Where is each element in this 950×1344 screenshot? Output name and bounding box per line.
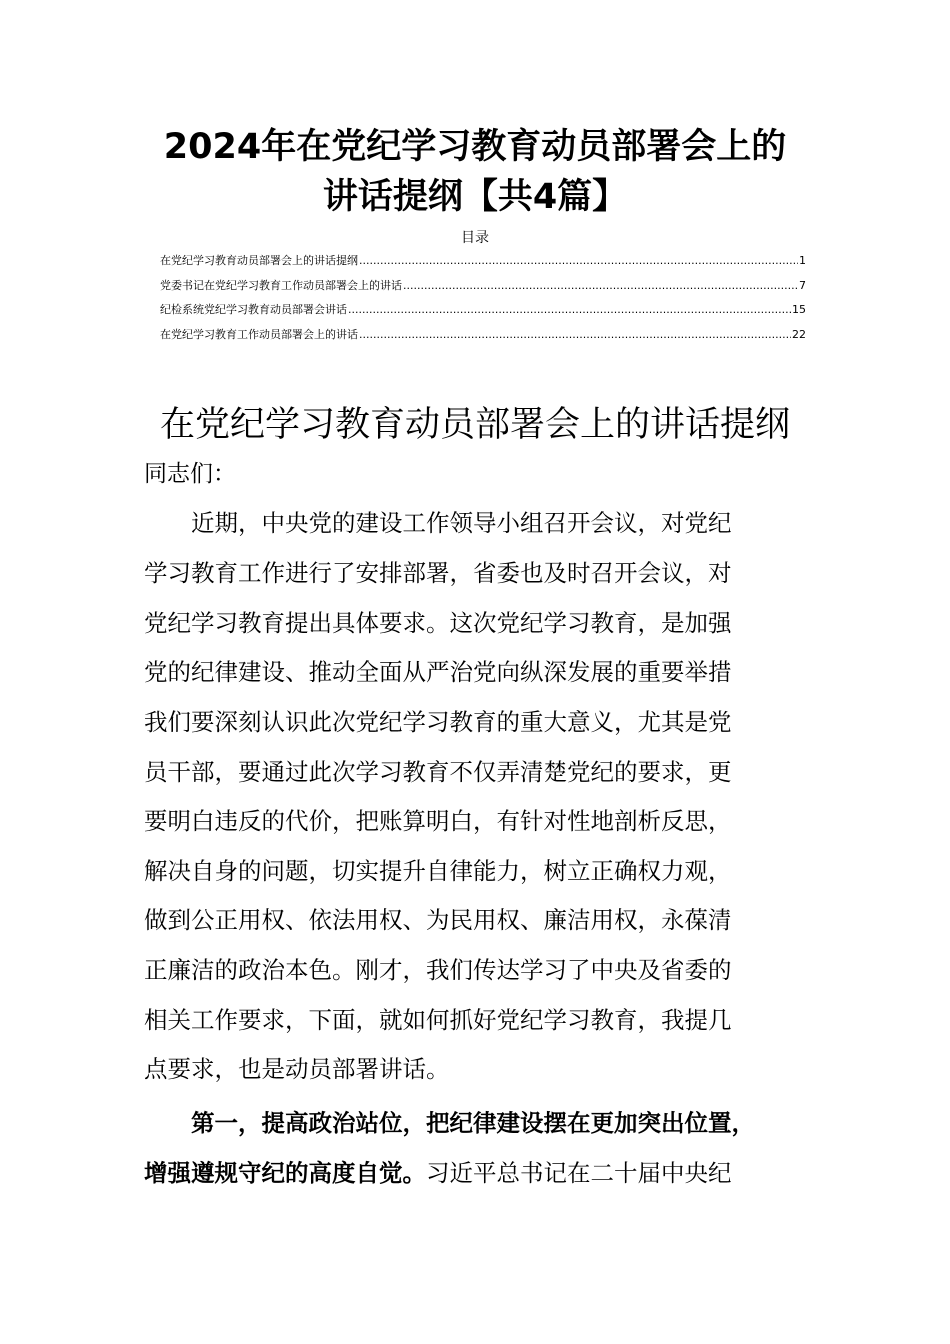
document-title-line-1: 2024年在党纪学习教育动员部署会上的 [163,127,787,167]
document-title [0,122,950,222]
paragraph-line: 相关工作要求，下面，就如何抓好党纪学习教育，我提几 [144,1006,732,1034]
paragraph-line: 要明白违反的代价，把账算明白，有针对性地剖析反思， [144,807,732,835]
paragraph-line: 正廉洁的政治本色。刚才，我们传达学习了中央及省委的 [144,956,732,984]
toc-entry-page: 1 [799,254,806,267]
toc-entry-page: 15 [792,303,806,316]
toc-heading: 目录 [461,230,489,246]
paragraph-line: 近期，中央党的建设工作领导小组召开会议，对党纪 [144,509,732,537]
paragraph-line: 做到公正用权、依法用权、为民用权、廉洁用权，永葆清 [144,906,732,934]
toc-entry-page: 7 [799,278,806,292]
paragraph-line: 党纪学习教育提出具体要求。这次党纪学习教育，是加强 [144,609,732,637]
toc-entry-page: 22 [792,327,806,341]
paragraph-heading-lead: 增强遵规守纪的高度自觉。 [144,1159,426,1187]
paragraph-line: 党的纪律建设、推动全面从严治党向纵深发展的重要举措 [144,658,732,686]
toc-leader-dots [348,301,791,319]
paragraph-line: 解决自身的问题，切实提升自律能力，树立正确权力观， [144,857,732,885]
toc-entry[interactable] [160,277,806,302]
toc-entry-title[interactable]: 纪检系统党纪学习教育动员部署会讲话 [160,303,347,316]
toc-entry[interactable] [160,326,806,351]
toc-leader-dots [403,277,798,295]
salutation: 同志们： [144,461,236,487]
toc-leader-dots [359,252,798,270]
toc-entry-title[interactable]: 在党纪学习教育动员部署会上的讲话提纲 [160,254,358,267]
paragraph-line [144,1155,732,1191]
toc-leader-dots [359,326,791,344]
table-of-contents [160,252,806,350]
section-title: 在党纪学习教育动员部署会上的讲话提纲 [159,405,790,445]
paragraph-line-rest: 习近平总书记在二十届中央纪 [426,1159,732,1187]
paragraph-heading-line: 第一，提高政治站位，把纪律建设摆在更加突出位置， [144,1109,755,1137]
toc-entry[interactable] [160,252,806,277]
paragraph-line: 点要求，也是动员部署讲话。 [144,1055,450,1083]
toc-entry[interactable] [160,301,806,326]
document-title-line-2: 讲话提纲【共4篇】 [322,177,628,217]
toc-entry-title[interactable]: 党委书记在党纪学习教育工作动员部署会上的讲话 [160,278,402,292]
paragraph-line: 我们要深刻认识此次党纪学习教育的重大意义，尤其是党 [144,708,732,736]
toc-entry-title[interactable]: 在党纪学习教育工作动员部署会上的讲话 [160,327,358,341]
paragraph-line: 员干部，要通过此次学习教育不仅弄清楚党纪的要求，更 [144,758,732,786]
paragraph-line: 学习教育工作进行了安排部署，省委也及时召开会议，对 [144,559,732,587]
